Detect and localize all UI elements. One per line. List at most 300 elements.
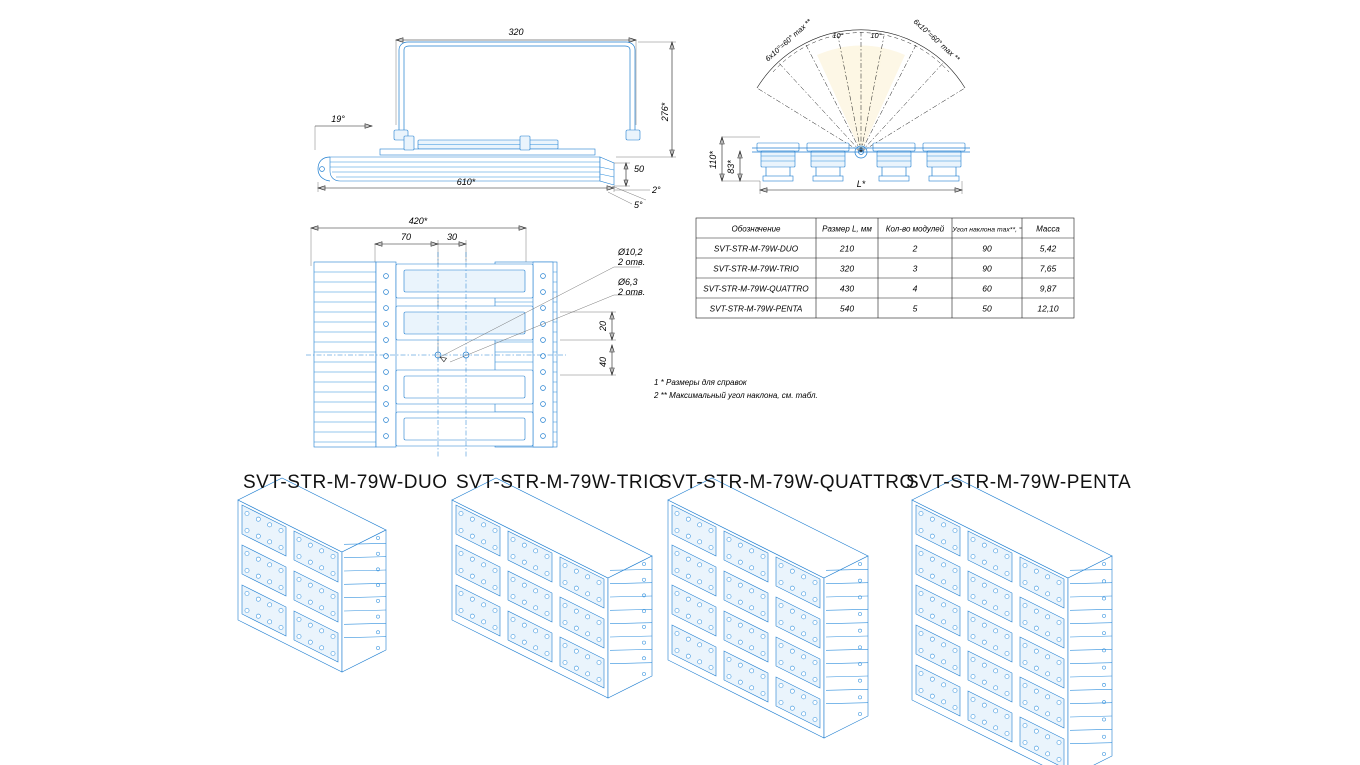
iso-led-dot	[493, 528, 497, 532]
spec-table-cell-r1-c0: SVT-STR-M-79W-TRIO	[713, 264, 799, 274]
iso-led-dot	[738, 640, 742, 644]
tilt-angle-view	[708, 16, 970, 194]
iso-led-dot	[563, 603, 567, 607]
iso-led-dot	[790, 626, 794, 630]
iso-led-dot	[930, 654, 934, 658]
iso-led-dot	[279, 545, 283, 549]
iso-led-dot	[953, 585, 957, 589]
iso-led-dot	[686, 637, 690, 641]
iso-led-dot	[953, 648, 957, 652]
iso-led-dot	[779, 700, 783, 704]
fan-luminaire-2	[807, 143, 849, 181]
dim-320-label: 320	[508, 27, 524, 37]
fan-center-left-label: 10°	[832, 31, 844, 40]
iso-led-dot	[470, 574, 474, 578]
iso-led-dot	[919, 551, 923, 555]
iso-led-dot	[802, 695, 806, 699]
iso-led-dot	[802, 615, 806, 619]
iso-led-dot	[320, 646, 324, 650]
iso-led-dot	[1023, 740, 1027, 744]
iso-led-dot	[1046, 672, 1050, 676]
iso-led-dot	[942, 683, 946, 687]
iso-led-dot	[308, 543, 312, 547]
iso-led-dot	[1046, 655, 1050, 659]
spec-table-header-1: Размер L, мм	[822, 224, 872, 234]
iso-model-0	[238, 478, 386, 672]
iso-led-dot	[545, 571, 549, 575]
iso-led-dot	[574, 626, 578, 630]
model-label-quattro: SVT-STR-M-79W-QUATTRO	[659, 472, 915, 493]
iso-led-dot	[675, 528, 679, 532]
iso-led-dot	[586, 672, 590, 676]
iso-led-dot	[738, 583, 742, 587]
iso-led-dot	[1046, 575, 1050, 579]
iso-led-dot	[919, 568, 923, 572]
iso-led-dot	[331, 571, 335, 575]
iso-led-dot	[802, 655, 806, 659]
note-2: 2 ** Максимальный угол наклона, см. табл.	[654, 391, 818, 400]
iso-led-dot	[1005, 691, 1009, 695]
spec-table	[696, 218, 1074, 318]
iso-led-dot	[1057, 717, 1061, 721]
iso-led-dot	[971, 714, 975, 718]
spec-table-cell-r3-c2: 5	[912, 303, 918, 314]
iso-led-dot	[597, 597, 601, 601]
iso-led-dot	[750, 669, 754, 673]
iso-led-dot	[919, 591, 923, 595]
iso-led-dot	[331, 594, 335, 598]
iso-led-dot	[919, 608, 923, 612]
iso-led-dot	[930, 597, 934, 601]
iso-led-dot	[750, 629, 754, 633]
iso-led-dot	[779, 683, 783, 687]
iso-led-dot	[597, 637, 601, 641]
iso-led-dot	[779, 660, 783, 664]
iso-led-dot	[738, 543, 742, 547]
iso-led-dot	[971, 617, 975, 621]
iso-led-dot	[953, 568, 957, 572]
iso-led-dot	[574, 609, 578, 613]
iso-led-dot	[686, 517, 690, 521]
iso-led-dot	[942, 700, 946, 704]
iso-led-dot	[942, 523, 946, 527]
iso-led-dot	[256, 534, 260, 538]
dim-276-group	[616, 42, 676, 157]
iso-led-dot	[942, 540, 946, 544]
iso-model-2	[668, 478, 868, 738]
iso-led-dot	[971, 674, 975, 678]
iso-led-dot	[511, 634, 515, 638]
iso-led-dot	[930, 517, 934, 521]
iso-led-dot	[459, 551, 463, 555]
iso-led-dot	[245, 551, 249, 555]
iso-led-dot	[574, 586, 578, 590]
iso-led-dot	[331, 634, 335, 638]
iso-led-dot	[470, 534, 474, 538]
iso-led-dot	[297, 577, 301, 581]
iso-led-dot	[971, 554, 975, 558]
iso-led-dot	[511, 537, 515, 541]
iso-led-dot	[982, 560, 986, 564]
callout-6-3-qty: 2 отв.	[618, 287, 646, 297]
iso-led-dot	[761, 571, 765, 575]
iso-led-dot	[953, 665, 957, 669]
iso-led-dot	[574, 569, 578, 573]
iso-led-dot	[534, 549, 538, 553]
iso-led-dot	[511, 577, 515, 581]
iso-led-dot	[256, 557, 260, 561]
iso-led-dot	[586, 592, 590, 596]
spec-table-header-4: Масса	[1036, 224, 1060, 234]
iso-led-dot	[1057, 700, 1061, 704]
iso-led-dot	[1023, 603, 1027, 607]
iso-led-dot	[982, 600, 986, 604]
iso-led-dot	[1057, 660, 1061, 664]
iso-led-dot	[493, 585, 497, 589]
iso-led-dot	[953, 528, 957, 532]
iso-led-dot	[813, 637, 817, 641]
iso-led-dot	[1023, 643, 1027, 647]
iso-led-dot	[1034, 569, 1038, 573]
iso-led-dot	[709, 625, 713, 629]
iso-led-dot	[1034, 586, 1038, 590]
iso-model-1	[452, 478, 652, 698]
dim-20-label: 20	[598, 320, 608, 332]
iso-led-dot	[534, 606, 538, 610]
iso-led-dot	[522, 543, 526, 547]
iso-led-dot	[279, 585, 283, 589]
iso-led-dot	[308, 583, 312, 587]
iso-led-dot	[482, 620, 486, 624]
iso-led-dot	[994, 549, 998, 553]
iso-led-dot	[802, 672, 806, 676]
iso-led-dot	[574, 666, 578, 670]
dim-610-label: 610*	[456, 177, 476, 187]
iso-led-dot	[919, 528, 923, 532]
iso-led-dot	[459, 608, 463, 612]
spec-table-cell-r3-c3: 50	[982, 303, 992, 314]
iso-led-dot	[308, 560, 312, 564]
iso-led-dot	[709, 585, 713, 589]
spec-table-cell-r0-c3: 90	[982, 243, 992, 254]
iso-led-dot	[1046, 615, 1050, 619]
dim-83-group	[726, 151, 742, 181]
iso-led-dot	[813, 620, 817, 624]
spec-table-cell-r1-c2: 3	[912, 263, 918, 274]
iso-led-dot	[522, 623, 526, 627]
iso-led-dot	[971, 577, 975, 581]
iso-led-dot	[727, 634, 731, 638]
iso-led-dot	[1023, 563, 1027, 567]
iso-led-dot	[994, 709, 998, 713]
iso-led-dot	[813, 597, 817, 601]
iso-led-dot	[563, 643, 567, 647]
dim-420-group	[311, 216, 526, 266]
dim-70-label: 70	[400, 232, 412, 242]
iso-led-dot	[493, 625, 497, 629]
iso-led-dot	[470, 597, 474, 601]
spec-table-cell-r3-c0: SVT-STR-M-79W-PENTA	[709, 304, 803, 314]
iso-led-dot	[971, 594, 975, 598]
spec-table-header-2: Кол-во модулей	[885, 224, 945, 234]
iso-led-dot	[1034, 689, 1038, 693]
iso-led-dot	[761, 634, 765, 638]
dim-30-label: 30	[446, 232, 458, 242]
iso-led-dot	[1034, 609, 1038, 613]
iso-led-dot	[942, 660, 946, 664]
iso-led-dot	[545, 554, 549, 558]
iso-led-dot	[686, 614, 690, 618]
iso-led-dot	[942, 580, 946, 584]
iso-led-dot	[686, 597, 690, 601]
iso-led-dot	[1057, 677, 1061, 681]
iso-led-dot	[919, 671, 923, 675]
iso-led-dot	[563, 563, 567, 567]
iso-led-dot	[802, 592, 806, 596]
iso-led-dot	[750, 686, 754, 690]
dim-40-group	[560, 345, 616, 375]
iso-led-dot	[1005, 571, 1009, 575]
iso-led-dot	[750, 589, 754, 593]
iso-led-dot	[982, 680, 986, 684]
mounting-yoke	[394, 42, 640, 140]
iso-led-dot	[1023, 580, 1027, 584]
iso-side-face	[1068, 556, 1112, 765]
spec-table-cell-r3-c1: 540	[839, 303, 855, 314]
iso-led-dot	[761, 611, 765, 615]
iso-led-dot	[297, 617, 301, 621]
iso-led-dot	[779, 580, 783, 584]
spec-table-header-0: Обозначение	[731, 224, 781, 234]
dim-110-label: 110*	[708, 151, 718, 169]
front-elevation-view	[315, 27, 676, 210]
dim-5deg-label: 5°	[634, 200, 643, 210]
fan-luminaire-3	[873, 143, 915, 181]
iso-led-dot	[761, 554, 765, 558]
dim-420-label: 420*	[408, 216, 428, 226]
dim-50-group	[614, 163, 644, 186]
iso-led-dot	[574, 649, 578, 653]
model-label-trio: SVT-STR-M-79W-TRIO	[456, 472, 665, 493]
callout-10-2-qty: 2 отв.	[618, 257, 646, 267]
iso-led-dot	[982, 623, 986, 627]
iso-led-dot	[1046, 735, 1050, 739]
iso-led-dot	[779, 620, 783, 624]
iso-led-dot	[994, 726, 998, 730]
iso-led-dot	[709, 528, 713, 532]
iso-led-dot	[675, 591, 679, 595]
fan-luminaire-4	[923, 143, 965, 181]
iso-led-dot	[1005, 714, 1009, 718]
iso-led-dot	[919, 631, 923, 635]
iso-led-dot	[675, 608, 679, 612]
iso-led-dot	[982, 703, 986, 707]
iso-led-dot	[279, 625, 283, 629]
iso-led-dot	[245, 591, 249, 595]
spec-table-cell-r0-c0: SVT-STR-M-79W-DUO	[713, 244, 799, 254]
iso-led-dot	[586, 615, 590, 619]
tilt-rays	[757, 32, 965, 152]
iso-led-dot	[994, 686, 998, 690]
iso-led-dot	[563, 580, 567, 584]
iso-led-dot	[698, 603, 702, 607]
iso-led-dot	[493, 568, 497, 572]
iso-led-dot	[522, 600, 526, 604]
iso-led-dot	[1034, 706, 1038, 710]
spec-table-cell-r2-c0: SVT-STR-M-79W-QUATTRO	[703, 284, 809, 294]
plan-view	[306, 216, 645, 458]
iso-led-dot	[727, 554, 731, 558]
spec-table-cell-r2-c4: 9,87	[1039, 283, 1057, 294]
iso-led-dot	[256, 614, 260, 618]
iso-led-dot	[470, 614, 474, 618]
iso-led-dot	[545, 594, 549, 598]
iso-led-dot	[1057, 580, 1061, 584]
iso-led-dot	[597, 660, 601, 664]
iso-led-dot	[563, 660, 567, 664]
iso-led-dot	[919, 688, 923, 692]
iso-led-dot	[308, 623, 312, 627]
spec-table-cell-r0-c4: 5,42	[1039, 243, 1057, 254]
iso-led-dot	[919, 648, 923, 652]
plan-fins-left	[314, 262, 376, 447]
iso-led-dot	[268, 580, 272, 584]
iso-led-dot	[1005, 611, 1009, 615]
iso-led-dot	[245, 608, 249, 612]
iso-led-dot	[563, 620, 567, 624]
iso-led-dot	[802, 632, 806, 636]
iso-led-dot	[727, 657, 731, 661]
spec-table-cell-r2-c3: 60	[982, 283, 992, 294]
isometric-models	[238, 478, 1112, 765]
iso-led-dot	[930, 677, 934, 681]
iso-led-dot	[953, 545, 957, 549]
iso-led-dot	[534, 566, 538, 570]
iso-led-dot	[761, 691, 765, 695]
iso-led-dot	[750, 566, 754, 570]
iso-led-dot	[686, 654, 690, 658]
iso-led-dot	[1005, 554, 1009, 558]
callout-6-3-label: Ø6,3	[618, 277, 638, 287]
iso-led-dot	[727, 577, 731, 581]
iso-led-dot	[482, 580, 486, 584]
spec-table-cell-r0-c1: 210	[839, 243, 855, 254]
iso-led-dot	[930, 534, 934, 538]
iso-led-dot	[738, 663, 742, 667]
iso-led-dot	[971, 634, 975, 638]
iso-led-dot	[320, 566, 324, 570]
dim-19-group	[315, 114, 372, 150]
iso-led-dot	[482, 603, 486, 607]
iso-led-dot	[245, 528, 249, 532]
iso-led-dot	[779, 643, 783, 647]
iso-led-dot	[482, 523, 486, 527]
iso-led-dot	[534, 629, 538, 633]
spec-table-cell-r3-c4: 12,10	[1037, 303, 1059, 314]
iso-led-dot	[738, 623, 742, 627]
spec-table-header-3: Угол наклона max**, °	[952, 226, 1022, 234]
iso-led-dot	[727, 674, 731, 678]
iso-led-dot	[930, 614, 934, 618]
iso-led-dot	[1057, 740, 1061, 744]
iso-led-dot	[779, 603, 783, 607]
iso-led-dot	[493, 545, 497, 549]
iso-led-dot	[522, 583, 526, 587]
iso-led-dot	[790, 689, 794, 693]
iso-led-dot	[586, 575, 590, 579]
iso-led-dot	[522, 640, 526, 644]
iso-led-dot	[308, 600, 312, 604]
spec-table-cell-r0-c2: 2	[912, 243, 918, 254]
iso-led-dot	[1046, 712, 1050, 716]
iso-led-dot	[813, 580, 817, 584]
iso-led-dot	[320, 606, 324, 610]
iso-led-dot	[1046, 695, 1050, 699]
iso-led-dot	[320, 629, 324, 633]
iso-led-dot	[750, 646, 754, 650]
iso-led-dot	[761, 594, 765, 598]
iso-led-dot	[1034, 746, 1038, 750]
iso-led-dot	[470, 517, 474, 521]
iso-led-dot	[738, 600, 742, 604]
iso-led-dot	[675, 551, 679, 555]
iso-led-dot	[308, 640, 312, 644]
iso-led-dot	[813, 717, 817, 721]
iso-led-dot	[738, 680, 742, 684]
iso-led-dot	[279, 568, 283, 572]
iso-led-dot	[586, 632, 590, 636]
iso-led-dot	[511, 617, 515, 621]
spec-table-cell-r2-c2: 4	[912, 283, 918, 294]
iso-led-dot	[686, 557, 690, 561]
iso-led-dot	[1057, 597, 1061, 601]
iso-led-dot	[597, 580, 601, 584]
iso-led-dot	[1023, 723, 1027, 727]
iso-led-dot	[738, 560, 742, 564]
iso-led-dot	[953, 608, 957, 612]
iso-led-dot	[675, 631, 679, 635]
spec-table-cell-r1-c4: 7,65	[1039, 263, 1057, 274]
iso-led-dot	[698, 563, 702, 567]
iso-led-dot	[1034, 626, 1038, 630]
iso-led-dot	[942, 563, 946, 567]
iso-led-dot	[297, 634, 301, 638]
iso-led-dot	[813, 660, 817, 664]
iso-led-dot	[1034, 729, 1038, 733]
iso-led-dot	[790, 569, 794, 573]
iso-led-dot	[511, 594, 515, 598]
dim-L-label: L*	[856, 179, 866, 189]
iso-led-dot	[790, 649, 794, 653]
iso-led-dot	[802, 712, 806, 716]
iso-led-dot	[971, 657, 975, 661]
iso-led-dot	[698, 643, 702, 647]
iso-led-dot	[1005, 674, 1009, 678]
iso-led-dot	[268, 620, 272, 624]
iso-led-dot	[493, 608, 497, 612]
iso-led-dot	[1034, 649, 1038, 653]
iso-led-dot	[279, 608, 283, 612]
fan-luminaire-1	[757, 143, 799, 181]
iso-led-dot	[994, 606, 998, 610]
iso-led-dot	[971, 697, 975, 701]
iso-led-dot	[268, 523, 272, 527]
plan-body	[306, 252, 566, 458]
iso-model-3	[912, 478, 1112, 765]
iso-led-dot	[256, 597, 260, 601]
iso-led-dot	[459, 591, 463, 595]
iso-led-dot	[698, 580, 702, 584]
